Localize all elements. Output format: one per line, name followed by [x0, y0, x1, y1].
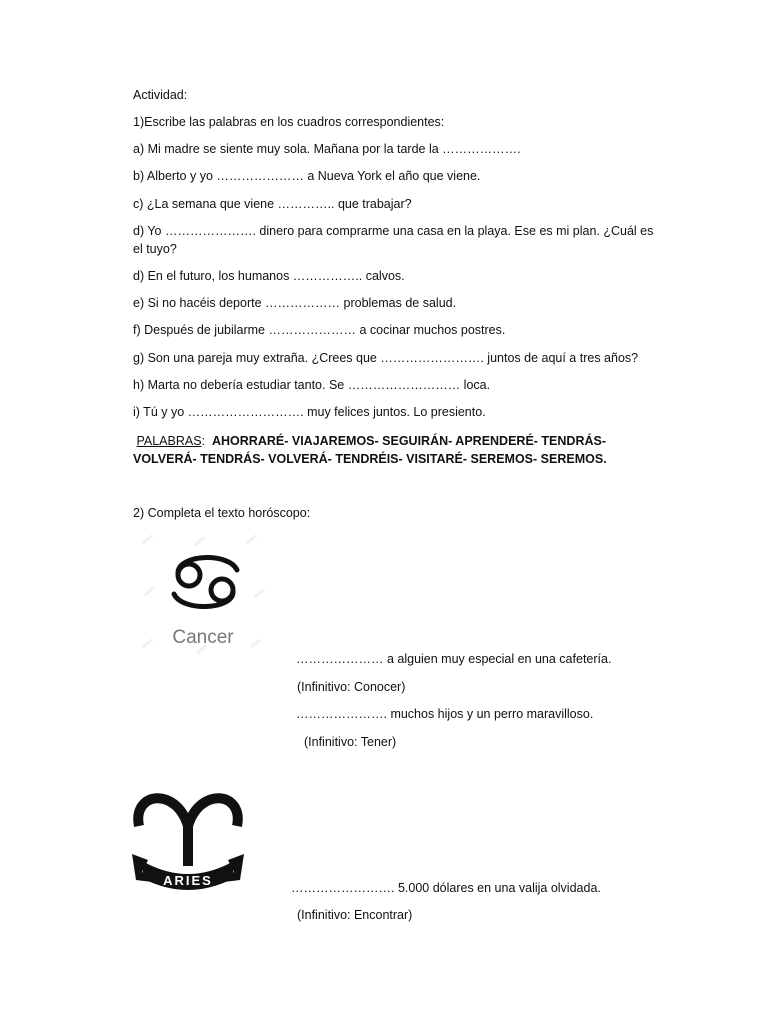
palabras-label: PALABRAS — [136, 434, 202, 448]
sentence-b: b) Alberto y yo ………………… a Nueva York el año que viene. — [133, 169, 481, 183]
cancer-symbol-icon — [174, 558, 237, 607]
cancer-zodiac-image — [133, 530, 275, 665]
sentence-d2: d) En el futuro, los humanos …………….. calvos. — [133, 269, 405, 283]
palabras-list: AHORRARÉ- VIAJAREMOS- SEGUIRÁN- APRENDERÉ- TENDRÁS- VOLVERÁ- TENDRÁS- VOLVERÁ- TENDRÉIS- VISITARÉ- SEREMOS- SEREMOS. — [133, 434, 607, 466]
sentence-g: g) Son una pareja muy extraña. ¿Crees que ……………………. juntos de aquí a tres años? — [133, 351, 639, 365]
cancer-hint-2: (Infinitivo: Tener) — [304, 735, 397, 749]
aries-line-1: ……………………. 5.000 dólares en una valija olvidada. — [291, 881, 601, 895]
aries-zodiac-image — [130, 782, 246, 894]
palabras-block — [133, 432, 663, 468]
sentence-a: a) Mi madre se siente muy sola. Mañana por la tarde la ………………. — [133, 142, 521, 156]
sentence-h: h) Marta no debería estudiar tanto. Se ……………………… loca. — [133, 378, 491, 392]
activity-heading: Actividad: — [133, 88, 188, 102]
aries-hint-1: (Infinitivo: Encontrar) — [297, 908, 413, 922]
cancer-line-2: …………………. muchos hijos y un perro maravilloso. — [296, 707, 594, 721]
sentence-f: f) Después de jubilarme ………………… a cocinar muchos postres. — [133, 323, 506, 337]
cancer-line-1: ………………… a alguien muy especial en una cafetería. — [296, 652, 612, 666]
cancer-label: Cancer — [172, 627, 234, 648]
part1-instruction: 1)Escribe las palabras en los cuadros correspondientes: — [133, 115, 445, 129]
cancer-hint-1: (Infinitivo: Conocer) — [297, 680, 406, 694]
sentence-e: e) Si no hacéis deporte ……………… problemas de salud. — [133, 296, 457, 310]
sentence-d1: d) Yo …………………. dinero para comprarme una casa en la playa. Ese es mi plan. ¿Cuál es el tuyo? — [133, 224, 654, 256]
aries-label: ARIES — [163, 873, 213, 888]
sentence-i: i) Tú y yo ………………………. muy felices juntos. Lo presiento. — [133, 405, 486, 419]
palabras-colon: : — [201, 434, 206, 448]
part2-instruction: 2) Completa el texto horóscopo: — [133, 506, 311, 520]
aries-symbol-icon — [138, 798, 237, 866]
sentence-c: c) ¿La semana que viene ………….. que trabajar? — [133, 197, 412, 211]
